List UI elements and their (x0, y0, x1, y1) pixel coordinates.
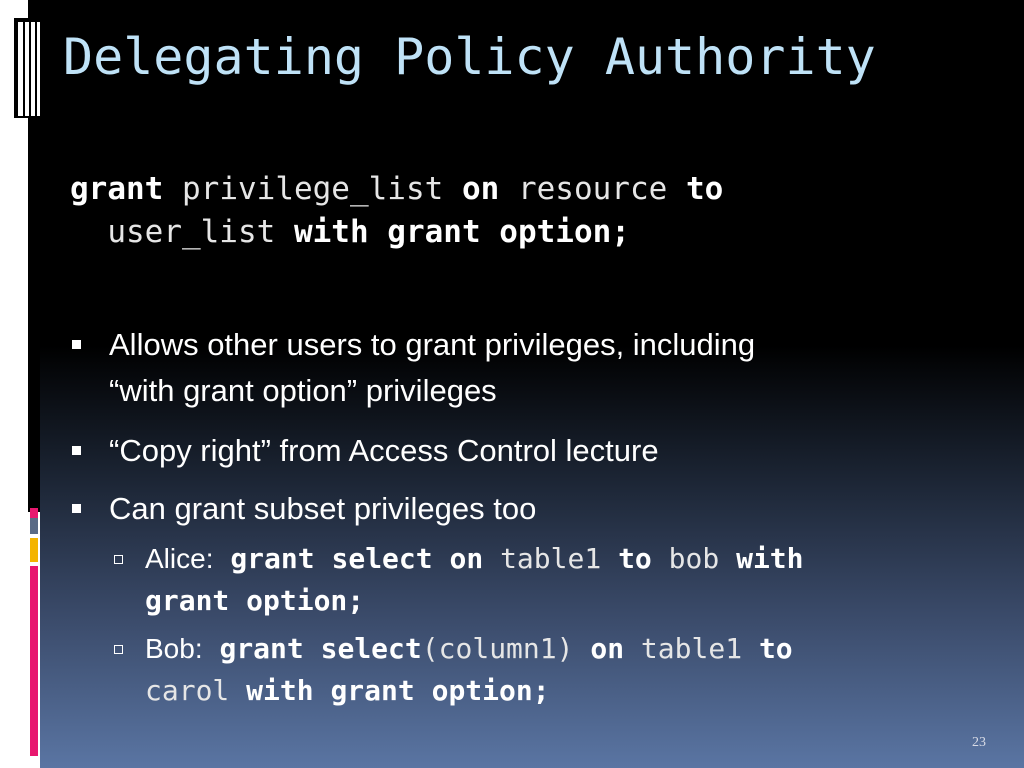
kw-grant-option: grant option; (145, 584, 365, 617)
kw-with-grant-option: with grant option; (246, 674, 550, 707)
sub-bullet-square-icon (114, 555, 123, 564)
kw-grant: grant (70, 171, 164, 207)
bullet-line: “Copy right” from Access Control lecture (109, 433, 659, 468)
arg-table: table1 (500, 542, 602, 575)
sub-bullet-square-icon (114, 645, 123, 654)
arg-table: table1 (640, 632, 743, 665)
kw-grant-select: grant select (219, 632, 422, 665)
bullet-line: “with grant option” privileges (109, 373, 497, 408)
kw-to: to (618, 542, 652, 575)
bullet-square-icon (72, 504, 81, 513)
bob-line-2 (145, 670, 965, 712)
kw-with: with (736, 542, 804, 575)
sub-bullet-alice (145, 538, 965, 622)
kw-to: to (685, 171, 724, 207)
arg-resource: resource (517, 171, 668, 207)
alice-line-1 (145, 538, 965, 580)
bullet-item (109, 322, 909, 414)
pink-accent-mark (30, 508, 38, 518)
bullet-square-icon (72, 446, 81, 455)
bullet-line: Allows other users to grant privileges, including (109, 327, 756, 362)
slate-accent-mark (30, 518, 38, 534)
bullet-item (109, 428, 909, 474)
kw-with-grant-option: with grant option; (293, 214, 630, 250)
sub-bullet-bob (145, 628, 965, 712)
arg-user: bob (668, 542, 720, 575)
arg-column: (column1) (421, 632, 574, 665)
slide-title: Delegating Policy Authority (63, 28, 876, 86)
alice-label: Alice: (145, 543, 214, 574)
kw-on: on (461, 171, 500, 207)
kw-to: to (758, 632, 793, 665)
bullet-line: Can grant subset privileges too (109, 491, 537, 526)
bullet-square-icon (72, 340, 81, 349)
kw-on: on (590, 632, 625, 665)
alice-line-2 (145, 580, 965, 622)
bullet-item (109, 486, 909, 532)
arg-user-list: user_list (107, 214, 276, 250)
page-number: 23 (972, 735, 986, 750)
pink-accent-bar (30, 566, 38, 756)
arg-privilege-list: privilege_list (182, 171, 444, 207)
bob-label: Bob: (145, 633, 203, 664)
window-pane-icon (0, 0, 40, 120)
arg-user: carol (145, 674, 230, 707)
yellow-accent-mark (30, 538, 38, 562)
kw-grant-select-on: grant select on (230, 542, 484, 575)
grant-syntax (70, 168, 723, 254)
bob-line-1 (145, 628, 965, 670)
